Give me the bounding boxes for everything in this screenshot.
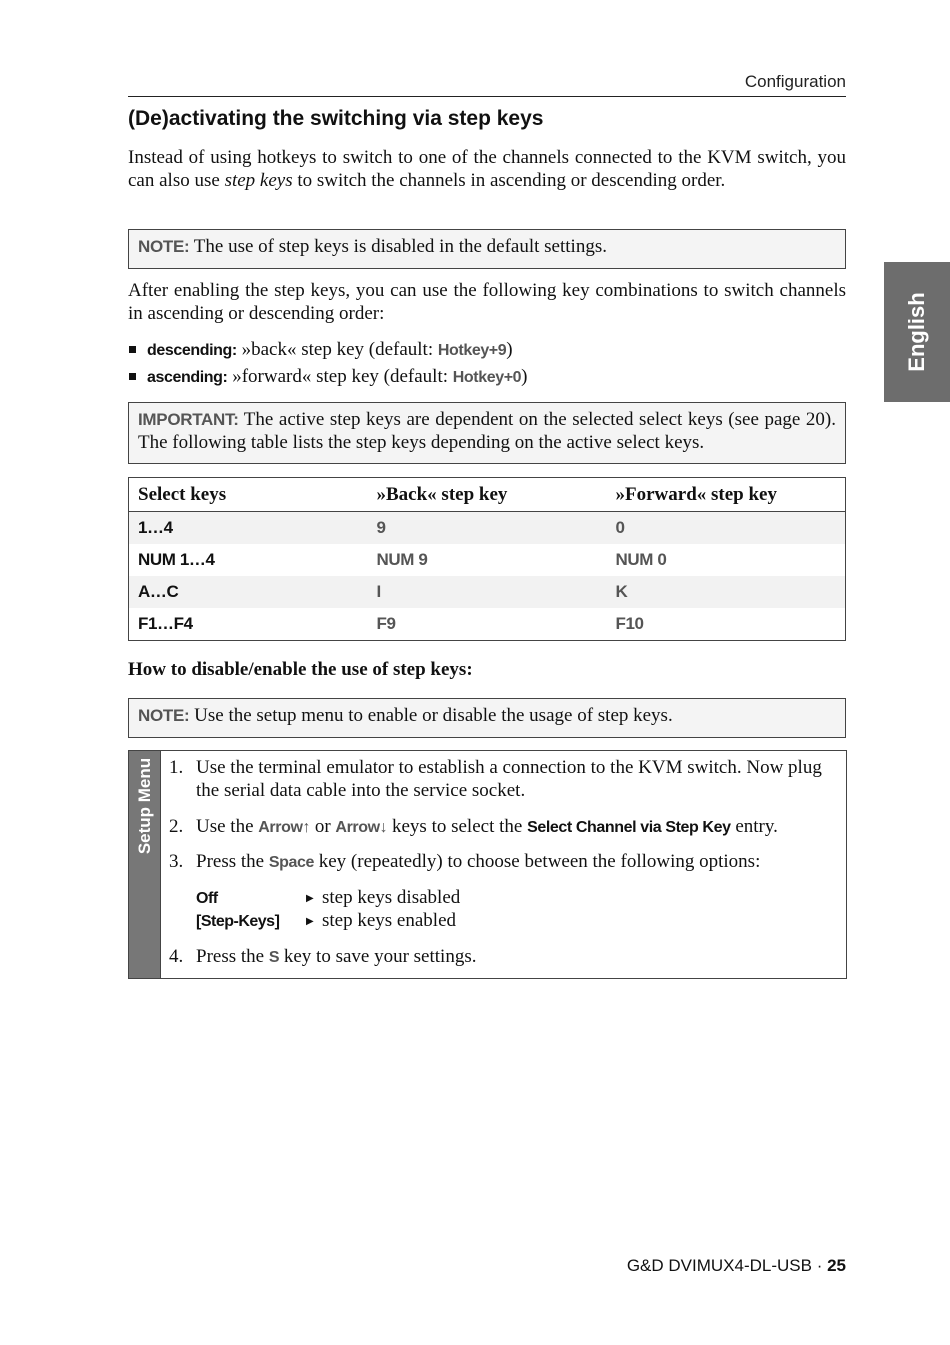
- bullet-close: ): [521, 366, 528, 387]
- table-header-row: [129, 478, 846, 512]
- table-cell: 9: [368, 512, 607, 545]
- step-text-part: key to save your settings.: [279, 946, 477, 967]
- step-key-table: [128, 477, 846, 641]
- list-item: [128, 364, 846, 391]
- bullet-key: Hotkey+0: [452, 369, 522, 386]
- step-text-part: keys to select the: [387, 816, 528, 837]
- note-label: NOTE:: [138, 237, 190, 256]
- page-footer: [627, 1256, 846, 1276]
- footer-product: G&D DVIMUX4-DL-USB ·: [626, 1256, 828, 1275]
- after-paragraph: After enabling the step keys, you can use the following key combinations to switch channels in ascending or descending order:: [128, 280, 846, 324]
- step-text-part: Press the: [196, 946, 269, 967]
- language-tab: [884, 262, 950, 402]
- note-box-setup: [128, 698, 846, 738]
- key-space: Space: [268, 854, 314, 871]
- step-text-part: Use the: [196, 816, 259, 837]
- bullet-key: Hotkey+9: [437, 342, 507, 359]
- table-cell: 1…4: [129, 512, 368, 545]
- menu-entry-name: Select Channel via Step Key: [527, 819, 731, 836]
- language-tab-label: English: [904, 292, 929, 372]
- table-cell: I: [368, 576, 607, 608]
- option-desc: step keys disabled: [322, 887, 461, 908]
- step-text-part: entry.: [730, 816, 778, 837]
- key-arrow-down: Arrow↓: [335, 819, 388, 836]
- page-header: [128, 70, 846, 97]
- step-text-part: key (repeatedly) to choose between the following options:: [313, 851, 761, 872]
- note-text: The use of step keys is disabled in the default settings.: [189, 236, 607, 257]
- option-desc: step keys enabled: [322, 910, 457, 931]
- bullet-keyword: descending:: [147, 342, 237, 359]
- bullet-square-icon: [129, 346, 136, 353]
- note-label: NOTE:: [138, 706, 190, 725]
- table-cell: K: [607, 576, 846, 608]
- option-name: Off: [196, 890, 218, 907]
- step-text-part: Press the: [196, 851, 269, 872]
- step-text: [196, 850, 838, 874]
- list-item: [128, 337, 846, 364]
- table-cell: F10: [615, 614, 644, 633]
- howto-heading: How to disable/enable the use of step keys:: [128, 659, 473, 680]
- bullet-close: ): [506, 339, 513, 360]
- intro-text-after: to switch the channels in ascending or descending order.: [292, 170, 726, 191]
- option-name: [Step-Keys]: [196, 913, 280, 930]
- note-box-default: [128, 229, 846, 269]
- step-text-part: or: [310, 816, 336, 837]
- table-row: [129, 608, 846, 641]
- option-row: [196, 909, 456, 933]
- intro-italic: step keys: [224, 170, 293, 191]
- bullet-text: »forward« step key (default:: [227, 366, 453, 387]
- option-row: [196, 886, 460, 910]
- bullet-keyword: ascending:: [147, 369, 228, 386]
- bullet-text: »back« step key (default:: [236, 339, 438, 360]
- note-text: Use the setup menu to enable or disable the usage of step keys.: [189, 705, 673, 726]
- triangle-right-icon: ▶: [306, 916, 314, 928]
- important-text: The active step keys are dependent on the selected select keys (see page 20). The following table lists the step keys depending on the active select keys.: [138, 409, 836, 453]
- triangle-right-icon: ▶: [306, 893, 314, 905]
- page-number: 25: [827, 1256, 846, 1275]
- intro-paragraph: [128, 146, 846, 192]
- step-number: 1.: [169, 757, 184, 778]
- step-number: 2.: [169, 816, 184, 837]
- step-number: 4.: [169, 946, 184, 967]
- table-cell: NUM 1…4: [138, 550, 215, 569]
- important-label: IMPORTANT:: [138, 410, 239, 429]
- bullet-square-icon: [129, 373, 136, 380]
- key-s: S: [268, 949, 280, 966]
- table-header: »Forward« step key: [607, 478, 846, 512]
- step-item: [169, 756, 838, 802]
- step-text: [196, 815, 838, 839]
- header-title: Configuration: [744, 72, 846, 91]
- table-row: [129, 544, 846, 576]
- step-text: [196, 945, 838, 969]
- table-header: »Back« step key: [368, 478, 607, 512]
- setup-menu-label: Setup Menu: [134, 757, 154, 855]
- step-text: Use the terminal emulator to establish a connection to the KVM switch. Now plug the serial data cable into the service socket.: [196, 757, 822, 801]
- step-item: [169, 815, 838, 839]
- step-item: [169, 850, 838, 874]
- table-cell: F1…F4: [138, 614, 193, 633]
- step-number: 3.: [169, 851, 184, 872]
- table-row: [129, 512, 846, 545]
- intro-text-before: Instead of using hotkeys to switch to one of the channels connected to the KVM switch, you can also use: [128, 147, 846, 191]
- table-header: Select keys: [129, 478, 368, 512]
- important-box: [128, 402, 846, 464]
- table-cell: NUM 9: [376, 550, 428, 569]
- step-item: [169, 945, 838, 969]
- table-cell: F9: [376, 614, 396, 633]
- key-arrow-up: Arrow↑: [258, 819, 311, 836]
- setup-menu-box: [128, 750, 847, 979]
- table-cell: NUM 0: [615, 550, 667, 569]
- table-cell: A…C: [129, 576, 368, 608]
- table-row: [129, 576, 846, 608]
- bullet-list: [128, 337, 846, 391]
- section-title: (De)activating the switching via step keys: [128, 107, 544, 130]
- table-cell: 0: [607, 512, 846, 545]
- setup-menu-sidebar: [129, 751, 161, 978]
